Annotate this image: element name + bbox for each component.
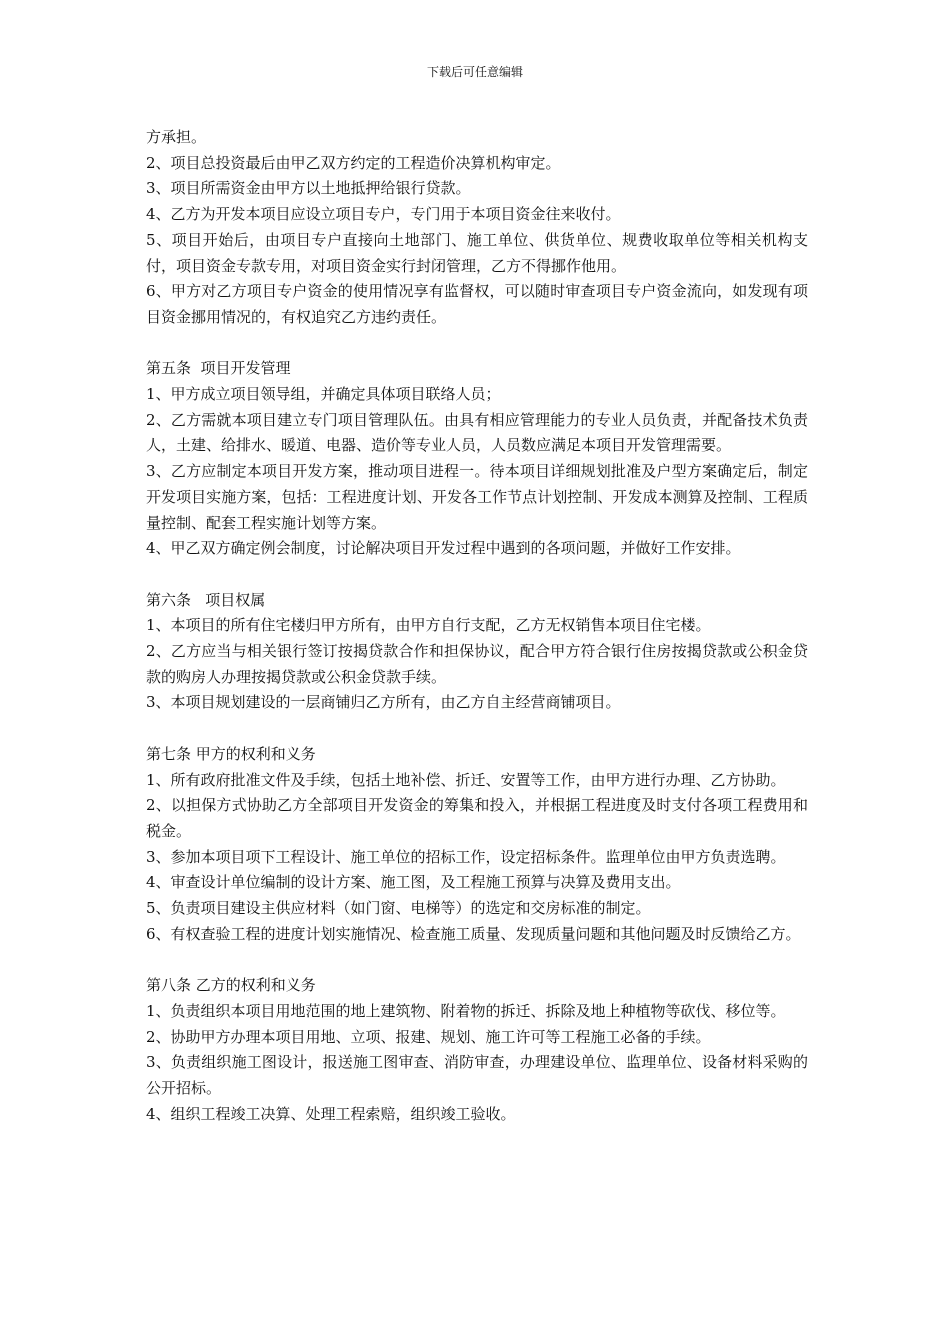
paragraph: 3、负责组织施工图设计，报送施工图审查、消防审查，办理建设单位、监理单位、设备材料采购的公开招标。	[146, 1053, 808, 1097]
section-heading: 第八条 乙方的权利和义务	[146, 976, 316, 995]
paragraph: 2、以担保方式协助乙方全部项目开发资金的筹集和投入，并根据工程进度及时支付各项工程费用和税金。	[146, 796, 808, 840]
paragraph: 方承担。	[146, 128, 207, 146]
paragraph: 4、甲乙双方确定例会制度，讨论解决项目开发过程中遇到的各项问题，并做好工作安排。	[146, 539, 741, 558]
paragraph: 2、项目总投资最后由甲乙双方约定的工程造价决算机构审定。	[146, 153, 561, 172]
document-body	[146, 125, 808, 1127]
section-heading: 第五条 项目开发管理	[146, 359, 291, 378]
paragraph: 3、参加本项目项下工程设计、施工单位的招标工作，设定招标条件。监理单位由甲方负责选聘。	[146, 847, 786, 866]
paragraph: 6、有权查验工程的进度计划实施情况、检查施工质量、发现质量问题和其他问题及时反馈给乙方。	[146, 924, 801, 943]
paragraph: 4、审查设计单位编制的设计方案、施工图，及工程施工预算与决算及费用支出。	[146, 873, 681, 892]
page-header: 下载后可任意编辑	[426, 65, 523, 79]
paragraph: 1、负责组织本项目用地范围的地上建筑物、附着物的拆迁、拆除及地上种植物等砍伐、移位等。	[146, 1001, 786, 1020]
paragraph: 2、乙方需就本项目建立专门项目管理队伍。由具有相应管理能力的专业人员负责，并配备技术负责人，土建、给排水、暖道、电器、造价等专业人员，人员数应满足本项目开发管理需要。	[146, 410, 808, 455]
paragraph: 2、协助甲方办理本项目用地、立项、报建、规划、施工许可等工程施工必备的手续。	[146, 1027, 711, 1046]
paragraph: 3、本项目规划建设的一层商铺归乙方所有，由乙方自主经营商铺项目。	[146, 693, 621, 712]
paragraph: 5、项目开始后，由项目专户直接向土地部门、施工单位、供货单位、规费收取单位等相关机构支付，项目资金专款专用，对项目资金实行封闭管理，乙方不得挪作他用。	[146, 230, 808, 275]
section-article-5	[146, 356, 808, 562]
section-article-8	[146, 973, 808, 1127]
section-heading: 第六条 项目权属	[146, 590, 266, 609]
paragraph: 1、本项目的所有住宅楼归甲方所有，由甲方自行支配，乙方无权销售本项目住宅楼。	[146, 616, 711, 635]
section-heading: 第七条 甲方的权利和义务	[146, 744, 316, 763]
paragraph: 5、负责项目建设主供应材料（如门窗、电梯等）的选定和交房标准的制定。	[146, 899, 651, 918]
paragraph: 6、甲方对乙方项目专户资金的使用情况享有监督权，可以随时审查项目专户资金流向，如发现有项目资金挪用情况的，有权追究乙方违约责任。	[146, 282, 808, 326]
paragraph: 3、项目所需资金由甲方以土地抵押给银行贷款。	[146, 179, 471, 198]
paragraph: 4、组织工程竣工决算、处理工程索赔，组织竣工验收。	[146, 1104, 516, 1123]
section-article-6	[146, 588, 808, 717]
paragraph: 2、乙方应当与相关银行签订按揭贷款合作和担保协议，配合甲方符合银行住房按揭贷款或公积金贷款的购房人办理按揭贷款或公积金贷款手续。	[146, 642, 808, 686]
paragraph: 1、甲方成立项目领导组，并确定具体项目联络人员；	[146, 385, 501, 404]
paragraph: 1、所有政府批准文件及手续，包括土地补偿、折迁、安置等工作，由甲方进行办理、乙方协助。	[146, 770, 786, 789]
intro-block	[146, 125, 808, 331]
paragraph: 4、乙方为开发本项目应设立项目专户，专门用于本项目资金往来收付。	[146, 205, 621, 224]
paragraph: 3、乙方应制定本项目开发方案，推动项目进程一。待本项目详细规划批准及户型方案确定后，制定开发项目实施方案，包括：工程进度计划、开发各工作节点计划控制、开发成本测算及控制、工程质量控制、配套工程实施计划等方案。	[146, 462, 808, 532]
section-article-7	[146, 742, 808, 948]
